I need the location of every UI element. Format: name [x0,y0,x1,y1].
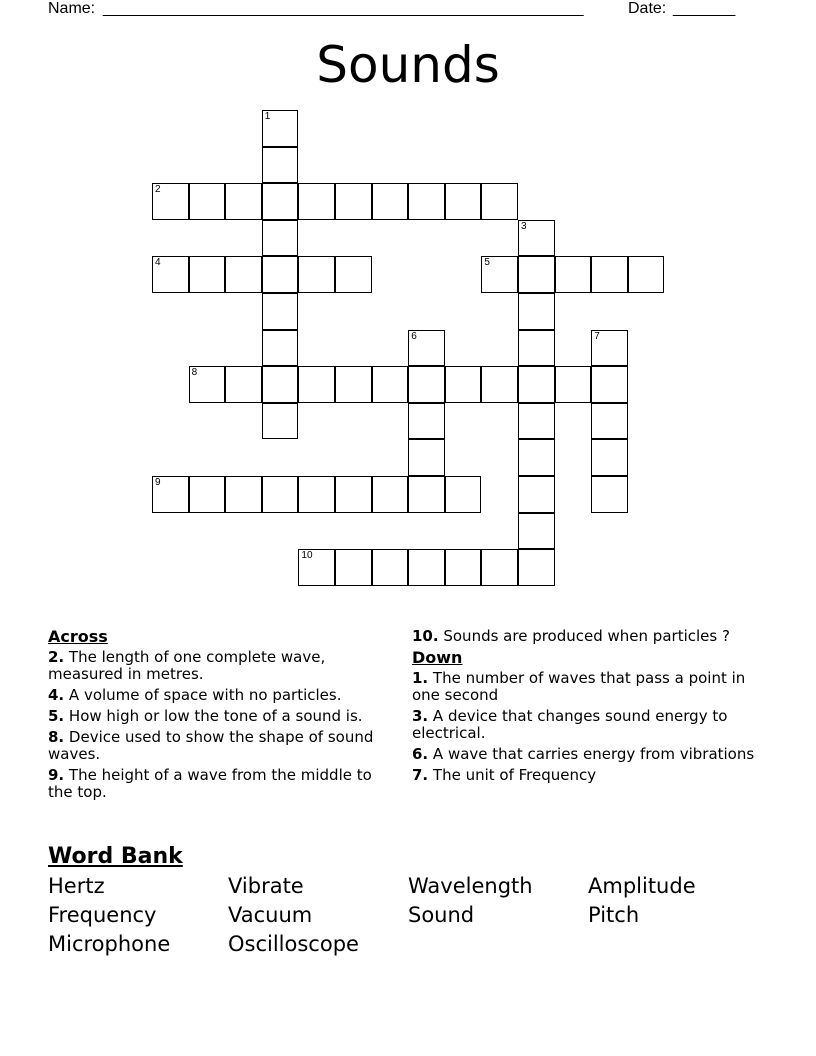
crossword-cell[interactable] [555,366,592,403]
right-clue-column [412,628,772,788]
crossword-cell[interactable] [518,513,555,550]
cell-number: 1 [264,111,271,122]
crossword-cell[interactable] [262,220,299,257]
crossword-cell[interactable] [262,183,299,220]
crossword-cell[interactable] [518,439,555,476]
clue-text: Sounds are produced when particles ? [443,627,730,645]
crossword-cell[interactable] [372,476,409,513]
crossword-cell[interactable] [335,183,372,220]
clue [412,767,772,784]
cell-number: 10 [301,550,313,562]
crossword-cell[interactable] [372,183,409,220]
name-label: Name: [48,0,96,17]
crossword-cell[interactable] [591,403,628,440]
crossword-cell[interactable] [591,330,628,367]
crossword-cell[interactable] [298,366,335,403]
word-bank-word: Sound [408,903,475,927]
crossword-cell[interactable] [481,366,518,403]
crossword-cell[interactable] [335,256,372,293]
cell-number: 8 [191,367,198,379]
crossword-cell[interactable] [445,366,482,403]
crossword-cell[interactable] [262,330,299,367]
crossword-cell[interactable] [152,256,189,293]
clue-text: How high or low the tone of a sound is. [68,707,363,725]
crossword-cell[interactable] [481,256,518,293]
crossword-cell[interactable] [591,439,628,476]
crossword-cell[interactable] [298,183,335,220]
crossword-cell[interactable] [445,183,482,220]
clue-text: A wave that carries energy from vibrations [432,745,755,763]
crossword-cell[interactable] [591,476,628,513]
cell-number: 4 [155,257,161,269]
crossword-cell[interactable] [262,293,299,330]
crossword-cell[interactable] [408,366,445,403]
crossword-cell[interactable] [225,256,262,293]
crossword-cell[interactable] [555,256,592,293]
cell-number: 7 [594,330,600,342]
cell-number: 6 [411,330,417,342]
word-bank-title: Word Bank [48,844,183,869]
word-bank-word: Vibrate [228,874,304,898]
crossword-cell[interactable] [408,549,445,586]
crossword-cell[interactable] [335,549,372,586]
crossword-cell[interactable] [518,403,555,440]
word-bank-word: Pitch [588,903,640,927]
crossword-cell[interactable] [518,220,555,257]
cell-number: 5 [484,257,490,269]
crossword-cell[interactable] [518,330,555,367]
crossword-cell[interactable] [628,256,665,293]
clue-number: 6. [412,745,429,763]
clue [412,746,772,763]
clue [48,767,400,801]
crossword-cell[interactable] [189,476,226,513]
clue-number: 8. [48,728,65,746]
clue [48,729,400,763]
crossword-cell[interactable] [189,183,226,220]
clue-number: 9. [48,766,65,784]
crossword-cell[interactable] [189,366,226,403]
clue [412,670,772,704]
crossword-cell[interactable] [481,549,518,586]
crossword-cell[interactable] [262,476,299,513]
crossword-cell[interactable] [262,110,299,147]
clue-number: 2. [48,648,65,666]
clue-number: 1. [412,669,429,687]
down-heading: Down [412,648,463,667]
word-bank-word: Hertz [48,874,105,898]
clue [48,708,400,725]
word-bank-word: Vacuum [228,903,313,927]
crossword-cell[interactable] [152,183,189,220]
clue-number: 3. [412,707,429,725]
clue-number: 10. [412,627,439,645]
word-bank-word: Microphone [48,932,171,956]
name-line[interactable]: ______________________________________________________ [103,0,584,17]
clue-text: A device that changes sound energy to electrical. [412,707,728,742]
cell-number: 3 [521,220,527,232]
crossword-cell[interactable] [518,366,555,403]
crossword-cell[interactable] [335,476,372,513]
crossword-cell[interactable] [518,293,555,330]
crossword-cell[interactable] [408,330,445,367]
clue-number: 7. [412,766,429,784]
clue [48,687,400,704]
crossword-cell[interactable] [518,256,555,293]
crossword-cell[interactable] [262,403,299,440]
date-label: Date: [628,0,667,17]
page-title: Sounds [316,36,500,94]
crossword-cell[interactable] [262,147,299,184]
word-bank-word: Wavelength [408,874,533,898]
clue-text: A volume of space with no particles. [68,686,342,704]
clue-number: 4. [48,686,65,704]
clue-text: The height of a wave from the middle to the top. [48,766,372,801]
across-heading: Across [48,627,108,646]
crossword-cell[interactable] [298,476,335,513]
clue [412,628,772,645]
crossword-cell[interactable] [518,476,555,513]
crossword-cell[interactable] [591,256,628,293]
crossword-cell[interactable] [225,183,262,220]
crossword-cell[interactable] [408,439,445,476]
cell-number: 9 [155,477,161,488]
clue [412,708,772,742]
crossword-cell[interactable] [518,549,555,586]
crossword-cell[interactable] [225,366,262,403]
crossword-cell[interactable] [152,476,189,513]
crossword-cell[interactable] [262,366,299,403]
crossword-cell[interactable] [372,549,409,586]
crossword-cell[interactable] [189,256,226,293]
date-line[interactable]: _______ [673,0,736,17]
crossword-cell[interactable] [481,183,518,220]
crossword-cell[interactable] [408,403,445,440]
word-bank-word: Frequency [48,903,157,927]
crossword-cell[interactable] [262,256,299,293]
crossword-cell[interactable] [298,256,335,293]
word-bank-word: Oscilloscope [228,932,359,956]
word-bank-word: Amplitude [588,874,696,898]
crossword-cell[interactable] [445,549,482,586]
crossword-cell[interactable] [408,476,445,513]
crossword-cell[interactable] [372,366,409,403]
crossword-cell[interactable] [591,366,628,403]
crossword-cell[interactable] [335,366,372,403]
crossword-cell[interactable] [445,476,482,513]
cell-number: 2 [155,184,161,196]
clue-number: 5. [48,707,65,725]
crossword-cell[interactable] [408,183,445,220]
clue-text: The length of one complete wave, measured in metres. [48,648,326,683]
across-clues [48,628,400,805]
clue-text: The number of waves that pass a point in one second [412,669,746,704]
crossword-cell[interactable] [298,549,335,586]
clue-text: Device used to show the shape of sound waves. [48,728,374,763]
clue [48,649,400,683]
clue-text: The unit of Frequency [432,766,597,784]
crossword-cell[interactable] [225,476,262,513]
